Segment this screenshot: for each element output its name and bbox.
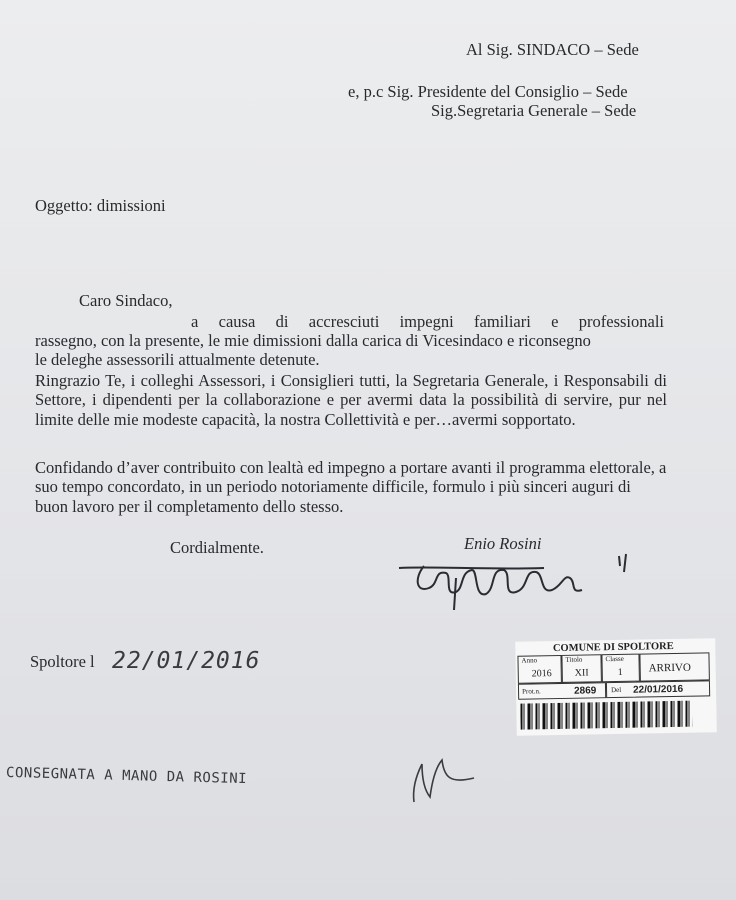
- stamp-classe-value: 1: [617, 666, 623, 678]
- subject-line: Oggetto: dimissioni: [35, 196, 166, 215]
- handwritten-note: CONSEGNATA A MANO DA ROSINI: [5, 764, 248, 788]
- stamp-titolo-label: Titolo: [565, 655, 583, 664]
- stamp-tipo-cell: [639, 652, 709, 681]
- stamp-prot-label: Prot.n.: [521, 687, 541, 696]
- signature-scribble: [394, 548, 654, 628]
- stamp-prot-value: 2869: [573, 685, 597, 697]
- stamp-anno-value: 2016: [531, 668, 552, 680]
- stamp-titolo-cell: [561, 654, 601, 683]
- stamp-anno-label: Anno: [521, 656, 538, 665]
- stamp-titolo-value: XII: [574, 667, 589, 679]
- stamp-anno-cell: [517, 655, 561, 684]
- handwritten-date: 22/01/2016: [112, 648, 261, 674]
- stamp-barcode: [520, 701, 692, 730]
- body-paragraph-closing: Confidando d’aver contribuito con lealtà ed impegno a portare avanti il programma elettorale, a suo tempo concordato, in un periodo notoriamente difficile, formulo i più sinceri auguri di buon lavoro per il completamento dello stesso.: [35, 458, 667, 516]
- salutation: Caro Sindaco,: [79, 291, 173, 310]
- body-line-2: rassegno, con la presente, le mie dimissioni dalla carica di Vicesindaco e riconsegno: [35, 331, 591, 350]
- place-label: Spoltore l: [30, 652, 95, 671]
- body-line-3: le deleghe assessorili attualmente detenute.: [35, 350, 320, 369]
- signatory-name: Enio Rosini: [464, 534, 542, 553]
- body-paragraph-thanks: Ringrazio Te, i colleghi Assessori, i Consiglieri tutti, la Segretaria Generale, i Responsabili di Settore, i dipendenti per la collaborazione e per avermi data la possibilità di servire, pur nel limite delle mie modeste capacità, la nostra Collettività e per…avermi sopportato.: [35, 371, 667, 429]
- stamp-classe-cell: [601, 654, 639, 683]
- stamp-classe-label: Classe: [605, 654, 624, 664]
- recipient-presidente: e, p.c Sig. Presidente del Consiglio – Sede: [348, 82, 628, 101]
- stamp-del-value: 22/01/2016: [632, 683, 684, 696]
- body-line-1: a causa di accresciuti impegni familiari e professionali: [191, 312, 664, 331]
- stamp-title: COMUNE DI SPOLTORE: [552, 640, 674, 655]
- stamp-del-label: Del: [610, 685, 622, 695]
- stamp-del-cell: [606, 680, 710, 698]
- protocol-stamp: [515, 638, 717, 735]
- initials-scribble: [404, 752, 484, 812]
- stamp-tipo: ARRIVO: [648, 661, 691, 675]
- recipient-sindaco: Al Sig. SINDACO – Sede: [466, 40, 639, 59]
- closing: Cordialmente.: [170, 538, 264, 557]
- recipient-segretaria: Sig.Segretaria Generale – Sede: [431, 101, 637, 120]
- stamp-prot-cell: [518, 682, 606, 700]
